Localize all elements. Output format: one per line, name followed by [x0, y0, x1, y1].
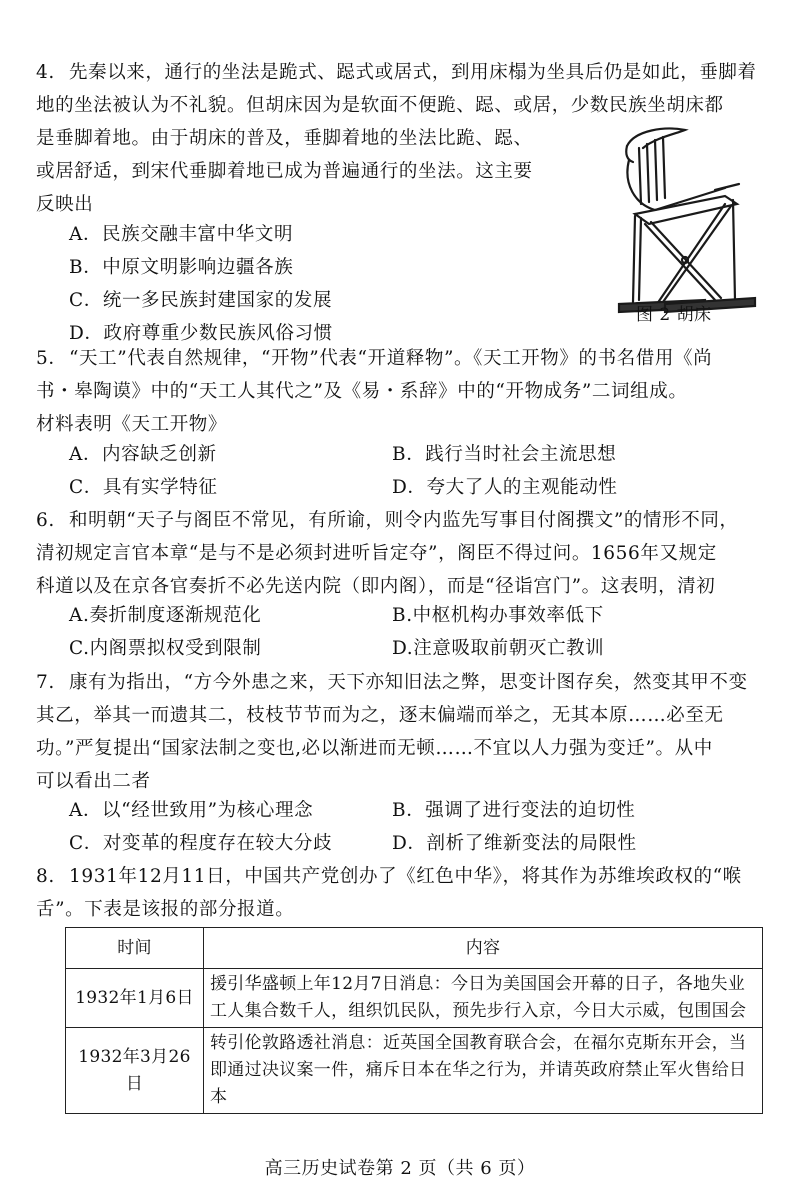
question-text-line: 可以看出二者: [36, 771, 151, 792]
option-d[interactable]: D．剖析了维新变法的局限性: [392, 833, 637, 854]
page-footer: 高三历史试卷第 2 页（共 6 页）: [264, 1158, 536, 1179]
option-c[interactable]: C．统一多民族封建国家的发展: [69, 290, 333, 311]
option-a[interactable]: A．以“经世致用”为核心理念: [69, 800, 314, 821]
option-b[interactable]: B．强调了进行变法的迫切性: [392, 800, 636, 821]
option-a[interactable]: A．民族交融丰富中华文明: [69, 224, 294, 245]
option-d[interactable]: D．政府尊重少数民族风俗习惯: [69, 323, 333, 344]
question-text-line: 或居舒适，到宋代垂脚着地已成为普遍通行的坐法。这主要: [36, 161, 533, 182]
option-c[interactable]: C．具有实学特征: [69, 477, 218, 498]
table-cell-content: 转引伦敦路透社消息：近英国全国教育联合会，在福尔克斯东开会，当即通过决议案一件，痛斥日本在华之行为，并请英政府禁止军火售给日本: [204, 1028, 763, 1114]
figure-caption: 图 2 胡床: [636, 305, 712, 325]
question-number: 8.: [36, 866, 55, 887]
table-cell-content: 援引华盛顿上年12月7日消息：今日为美国国会开幕的日子，各地失业工人集合数千人，组织饥民队，预先步行入京，今日大示威，包围国会: [204, 969, 763, 1028]
table-cell-date: 1932年1月6日: [66, 969, 204, 1028]
question-text-line: 康有为指出，“方今外患之来，天下亦知旧法之弊，思变计图存矣，然变其甲不变: [69, 672, 748, 693]
question-number: 6.: [36, 510, 55, 531]
table-cell-date: 1932年3月26日: [66, 1028, 204, 1114]
question-5: [36, 342, 766, 441]
question-8: [36, 860, 766, 926]
news-table: [65, 927, 763, 1114]
column-header-date: 时间: [66, 928, 204, 969]
question-text-line: 反映出: [36, 194, 94, 215]
question-number: 4.: [36, 62, 55, 83]
question-7: [36, 666, 766, 798]
question-text-line: 书・皋陶谟》中的“天工人其代之”及《易・系辞》中的“开物成务”二词组成。: [36, 381, 688, 402]
question-text-line: 先秦以来，通行的坐法是跪式、跽式或居式，到用床榻为坐具后仍是如此，垂脚着: [69, 62, 757, 83]
table-row: [66, 969, 763, 1028]
question-text-line: 材料表明《天工开物》: [36, 414, 228, 435]
option-a[interactable]: A．内容缺乏创新: [69, 444, 217, 465]
option-d[interactable]: D．夸大了人的主观能动性: [392, 477, 618, 498]
option-b[interactable]: B．中原文明影响边疆各族: [69, 257, 294, 278]
option-c[interactable]: C.内阁票拟权受到限制: [69, 638, 262, 659]
question-6: [36, 504, 766, 603]
question-text-line: 1931年12月11日，中国共产党创办了《红色中华》，将其作为苏维埃政权的“喉: [69, 866, 742, 887]
question-text-line: 科道以及在京各官奏折不必先送内院（即内阁），而是“径诣宫门”。这表明，清初: [36, 576, 716, 597]
option-b[interactable]: B．践行当时社会主流思想: [392, 444, 617, 465]
option-a[interactable]: A.奏折制度逐渐规范化: [69, 605, 262, 626]
option-c[interactable]: C．对变革的程度存在较大分歧: [69, 833, 333, 854]
question-text-line: 和明朝“天子与阁臣不常见，有所谕，则令内监先写事目付阁撰文”的情形不同，: [69, 510, 739, 531]
question-text-line: 其乙，举其一而遗其二，枝枝节节而为之，逐末偏端而举之，无其本原……必至无: [36, 705, 724, 726]
option-b[interactable]: B.中枢机构办事效率低下: [392, 605, 604, 626]
question-text-line: 清初规定言官本章“是与不是必须封进听旨定夺”，阁臣不得过问。1656年又规定: [36, 543, 717, 564]
option-d[interactable]: D.注意吸取前朝灭亡教训: [392, 638, 605, 659]
question-text-line: 地的坐法被认为不礼貌。但胡床因为是软面不便跪、跽、或居，少数民族坐胡床都: [36, 95, 724, 116]
question-text-line: 是垂脚着地。由于胡床的普及，垂脚着地的坐法比跪、跽、: [36, 128, 533, 149]
question-text-line: 功。”严复提出“国家法制之变也,必以渐进而无顿……不宜以人力强为变迁”。从中: [36, 738, 713, 759]
table-row: [66, 1028, 763, 1114]
question-text-line: 舌”。下表是该报的部分报道。: [36, 899, 295, 920]
question-number: 5．: [36, 348, 68, 369]
table-header-row: [66, 928, 763, 969]
question-text-line: “天工”代表自然规律，“开物”代表“开道释物”。《天工开物》的书名借用《尚: [69, 348, 713, 369]
column-header-content: 内容: [204, 928, 763, 969]
question-number: 7.: [36, 672, 55, 693]
